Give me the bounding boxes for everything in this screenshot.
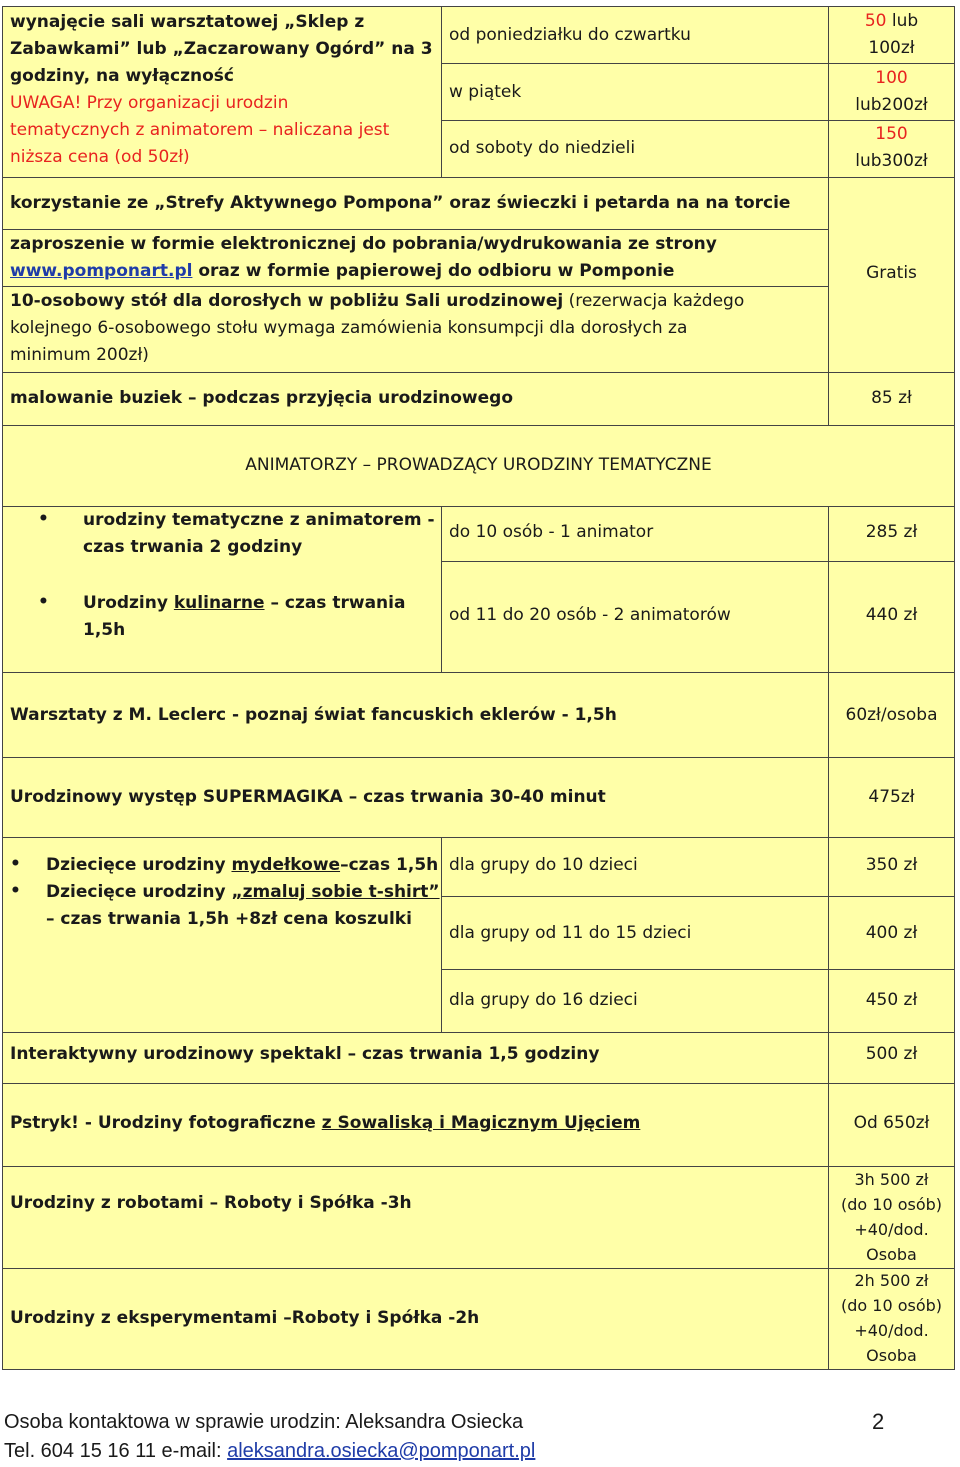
rental-price-1: 50 lub (864, 11, 919, 31)
animator-group-1-label: do 10 osób - 1 animator (449, 522, 654, 542)
experiments-label: Urodziny z eksperymentami –Roboty i Spółka -2h (10, 1308, 480, 1328)
rental-line-2: Zabawkami” lub „Zaczarowany Ogórd” na 3 (10, 39, 433, 59)
soap-item-2-line2: – czas trwania 1,5h +8zł cena koszulki (46, 909, 412, 929)
rental-price-3: 150 (875, 124, 908, 144)
rental-line-1: wynajęcie sali warsztatowej „Sklep z (10, 12, 365, 32)
animator-item-1-line2: czas trwania 2 godziny (83, 537, 303, 557)
page-number: 2 (872, 1409, 885, 1434)
soap-item-1: Dziecięce urodziny mydełkowe–czas 1,5h (46, 855, 439, 875)
rental-price-1-line2: 100zł (868, 38, 915, 58)
face-paint-label: malowanie buziek – podczas przyjęcia urodzinowego (10, 388, 514, 408)
invite-line-1: zaproszenie w formie elektronicznej do pobrania/wydrukowania ze strony (10, 234, 717, 254)
robots-price-line-1: 3h 500 zł (854, 1170, 929, 1189)
animator-item-2-line2: 1,5h (83, 620, 126, 640)
spectacle-label: Interaktywny urodzinowy spektakl – czas trwania 1,5 godziny (10, 1044, 600, 1064)
rental-warning-3: niższa cena (od 50zł) (10, 147, 190, 167)
leclerc-label: Warsztaty z M. Leclerc - poznaj świat fancuskich eklerów - 1,5h (10, 705, 617, 725)
experiments-price-line-1: 2h 500 zł (854, 1271, 929, 1290)
soap-item-2: Dziecięce urodziny „zmaluj sobie t-shirt” (46, 882, 440, 902)
animator-group-2-price: 440 zł (865, 605, 918, 625)
robots-price-line-3: +40/dod. (854, 1220, 929, 1239)
footer-phone-email: Tel. 604 15 16 11 e-mail: aleksandra.osiecka@pomponart.pl (4, 1440, 536, 1462)
soap-group-3-price: 450 zł (865, 990, 918, 1010)
rental-price-2: 100 (875, 68, 908, 88)
rental-divider-1 (441, 63, 955, 64)
animator-item-1-line1: urodziny tematyczne z animatorem - (83, 510, 435, 530)
table-line-2: kolejnego 6-osobowego stołu wymaga zamówienia konsumpcji dla dorosłych za (10, 318, 688, 338)
footer-contact: Osoba kontaktowa w sprawie urodzin: Aleksandra Osiecka (4, 1411, 524, 1433)
bullet-icon: • (38, 509, 49, 529)
soap-group-3-label: dla grupy do 16 dzieci (449, 990, 638, 1010)
rental-price-3-line2: lub300zł (855, 151, 928, 171)
included-divider-1 (2, 229, 829, 230)
spectacle-price: 500 zł (865, 1044, 918, 1064)
strefa-text: korzystanie ze „Strefy Aktywnego Pompona” oraz świeczki i petarda na na torcie (10, 193, 791, 213)
robots-cell (2, 1166, 829, 1269)
email-link[interactable]: aleksandra.osiecka@pomponart.pl (227, 1440, 536, 1462)
rental-warning-2: tematycznych z animatorem – naliczana jest (10, 120, 390, 140)
bullet-icon: • (38, 592, 49, 612)
rental-line-3: godziny, na wyłączność (10, 66, 234, 86)
magic-price: 475zł (868, 787, 915, 807)
experiments-price-line-3: +40/dod. (854, 1321, 929, 1340)
magic-label: Urodzinowy występ SUPERMAGIKA – czas trwania 30-40 minut (10, 787, 606, 807)
soap-group-2-label: dla grupy od 11 do 15 dzieci (449, 923, 692, 943)
animator-group-2-label: od 11 do 20 osób - 2 animatorów (449, 605, 731, 625)
animators-header: ANIMATORZY – PROWADZĄCY URODZINY TEMATYCZNE (245, 455, 712, 475)
leclerc-price: 60zł/osoba (845, 705, 938, 725)
face-paint-price: 85 zł (871, 388, 912, 408)
soap-group-2-price: 400 zł (865, 923, 918, 943)
rental-day-mon-thu: od poniedziałku do czwartku (449, 25, 691, 45)
experiments-price-line-4: Osoba (866, 1346, 917, 1365)
soap-group-1-price: 350 zł (865, 855, 918, 875)
photo-label: Pstryk! - Urodziny fotograficzne z Sowaliską i Magicznym Ujęciem (10, 1113, 641, 1133)
photo-price: Od 650zł (853, 1113, 930, 1133)
table-line-3: minimum 200zł) (10, 345, 149, 365)
robots-price-line-4: Osoba (866, 1245, 917, 1264)
experiments-price-line-2: (do 10 osób) (840, 1296, 943, 1315)
included-divider-2 (2, 286, 829, 287)
rental-day-sat-sun: od soboty do niedzieli (449, 138, 636, 158)
bullet-icon: • (10, 854, 21, 874)
table-line-1: 10-osobowy stół dla dorosłych w pobliżu Sali urodzinowej (rezerwacja każdego (10, 291, 745, 311)
rental-price-2-line2: lub200zł (855, 95, 928, 115)
animator-group-1-price: 285 zł (865, 522, 918, 542)
pomponart-link[interactable]: www.pomponart.pl (10, 261, 193, 281)
invite-line-2: www.pomponart.pl oraz w formie papierowej do odbioru w Pomponie (10, 261, 675, 281)
bullet-icon: • (10, 881, 21, 901)
robots-price-line-2: (do 10 osób) (840, 1195, 943, 1214)
soap-group-1-label: dla grupy do 10 dzieci (449, 855, 638, 875)
rental-day-fri: w piątek (449, 82, 522, 102)
animator-item-2-line1: Urodziny kulinarne – czas trwania (83, 593, 406, 613)
robots-label: Urodziny z robotami – Roboty i Spółka -3h (10, 1193, 412, 1213)
rental-warning-1: UWAGA! Przy organizacji urodzin (10, 93, 289, 113)
included-price: Gratis (866, 263, 917, 283)
